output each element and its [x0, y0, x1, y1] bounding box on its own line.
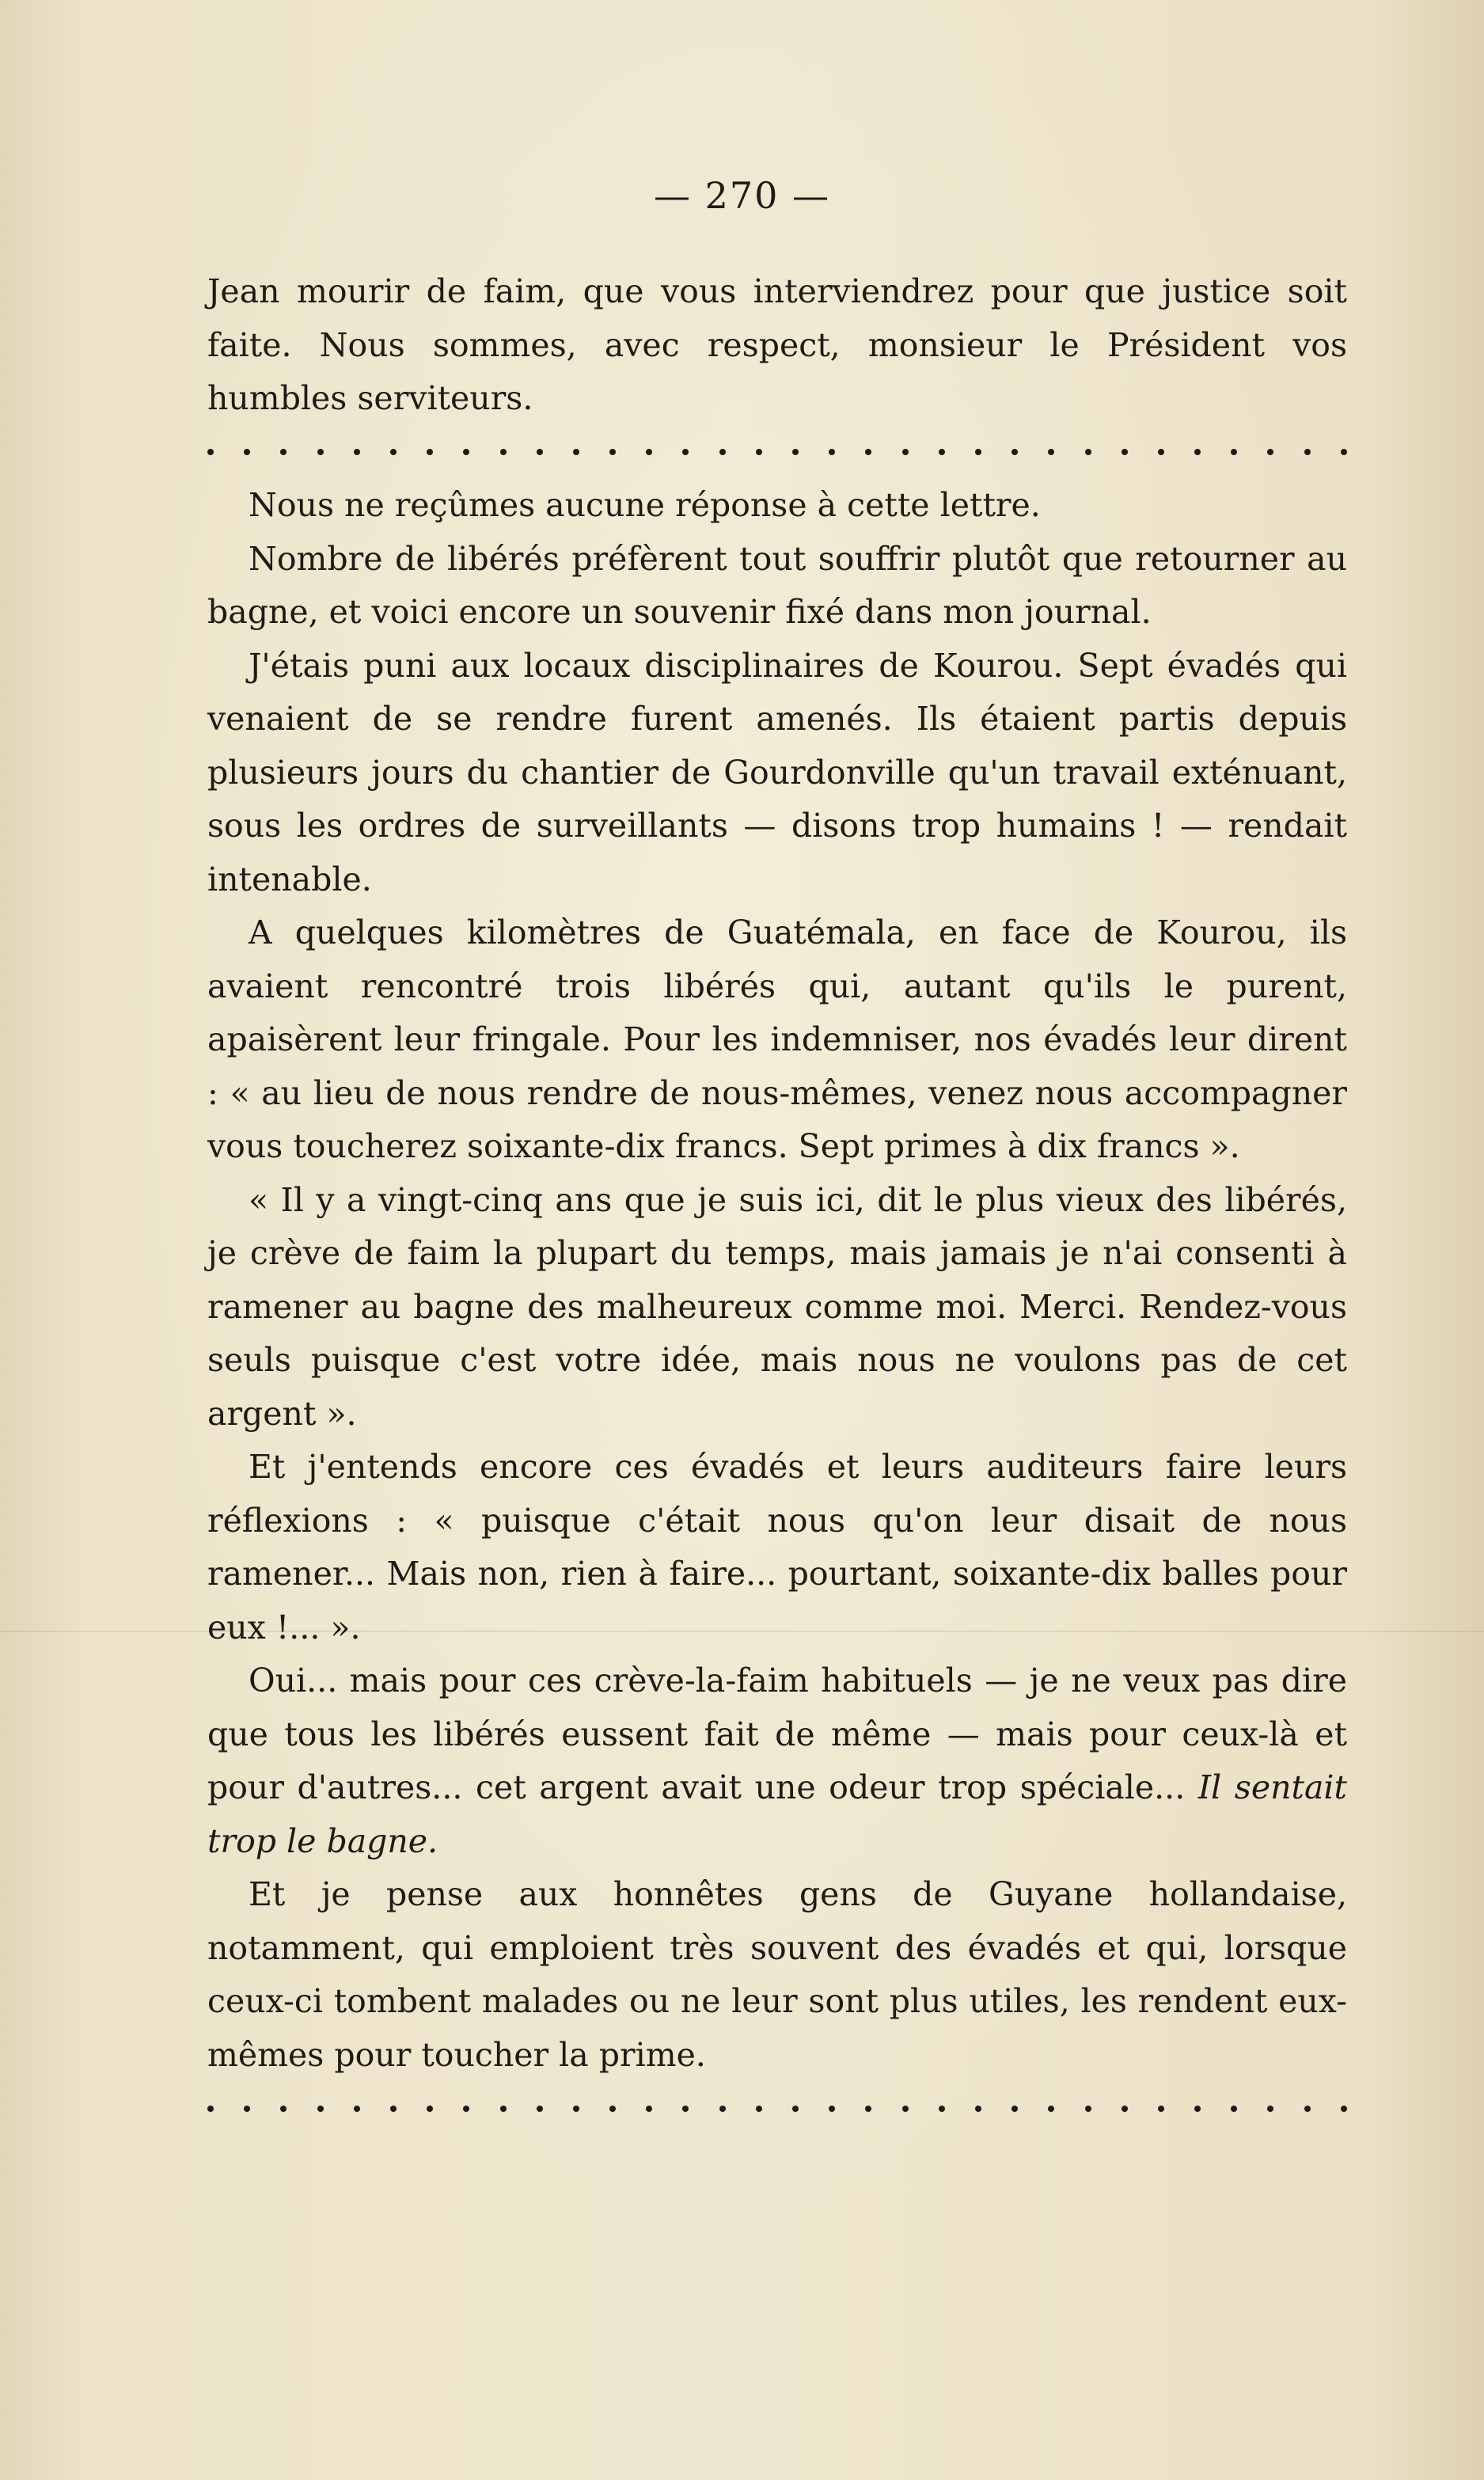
page-number: — 270 —: [653, 174, 831, 217]
paragraph-guyane: Et je pense aux honnêtes gens de Guyane hollandaise, notamment, qui emploient très souvent des évadés et qui, lorsque ceux-ci tombent malades ou ne leur sont plus utiles, les rendent eux-mêmes pour toucher la prime.: [207, 1875, 1347, 2074]
paragraph-reflexions: Et j'entends encore ces évadés et leurs auditeurs faire leurs réflexions : « puisque c'était nous qu'on leur disait de nous ramener... Mais non, rien à faire... pourtant, soixante-dix balles pour eux !... ».: [207, 1448, 1347, 1646]
page-body: [207, 265, 1347, 2136]
paragraph-vieux-libere: « Il y a vingt-cinq ans que je suis ici, dit le plus vieux des libérés, je crève de faim la plupart du temps, mais jamais je n'ai consenti à ramener au bagne des malheureux comme moi. Merci. Rendez-vous seuls puisque c'est votre idée, mais nous ne voulons pas de cet argent ».: [207, 1180, 1347, 1433]
paragraph-kourou: J'étais puni aux locaux disciplinaires de Kourou. Sept évadés qui venaient de se rendre furent amenés. Ils étaient partis depuis plusieurs jours du chantier de Gourdonville qu'un travail exténuant, sous les ordres de surveillants — disons trop humains ! — rendait intenable.: [207, 646, 1347, 898]
ellipsis-separator-bottom: [207, 2082, 1347, 2136]
paragraph-letter-end: Jean mourir de faim, que vous interviendrez pour que justice soit faite. Nous sommes, avec respect, monsieur le Président vos humbles serviteurs.: [207, 272, 1347, 417]
paragraph-guatemala: A quelques kilomètres de Guatémala, en face de Kourou, ils avaient rencontré trois libérés qui, autant qu'ils le purent, apaisèrent leur fringale. Pour les indemniser, nos évadés leur dirent : « au lieu de nous rendre de nous-mêmes, venez nous accompagner vous toucherez soixante-dix francs. Sept primes à dix francs ».: [207, 913, 1347, 1165]
paragraph-odeur-text: Oui... mais pour ces crève-la-faim habituels — je ne veux pas dire que tous les libérés eussent fait de même — mais pour ceux-là et pour d'autres... cet argent avait une odeur trop spéciale...: [207, 1662, 1347, 1806]
paragraph-odeur: [207, 1654, 1347, 1868]
paragraph-no-answer: Nous ne reçûmes aucune réponse à cette lettre.: [249, 486, 1041, 524]
paragraph-liberes: Nombre de libérés préfèrent tout souffrir plutôt que retourner au bagne, et voici encore un souvenir fixé dans mon journal.: [207, 539, 1347, 631]
ellipsis-separator: [207, 426, 1347, 480]
paragraph-odeur-italic: Il sentait trop le bagne.: [207, 1768, 1347, 1860]
